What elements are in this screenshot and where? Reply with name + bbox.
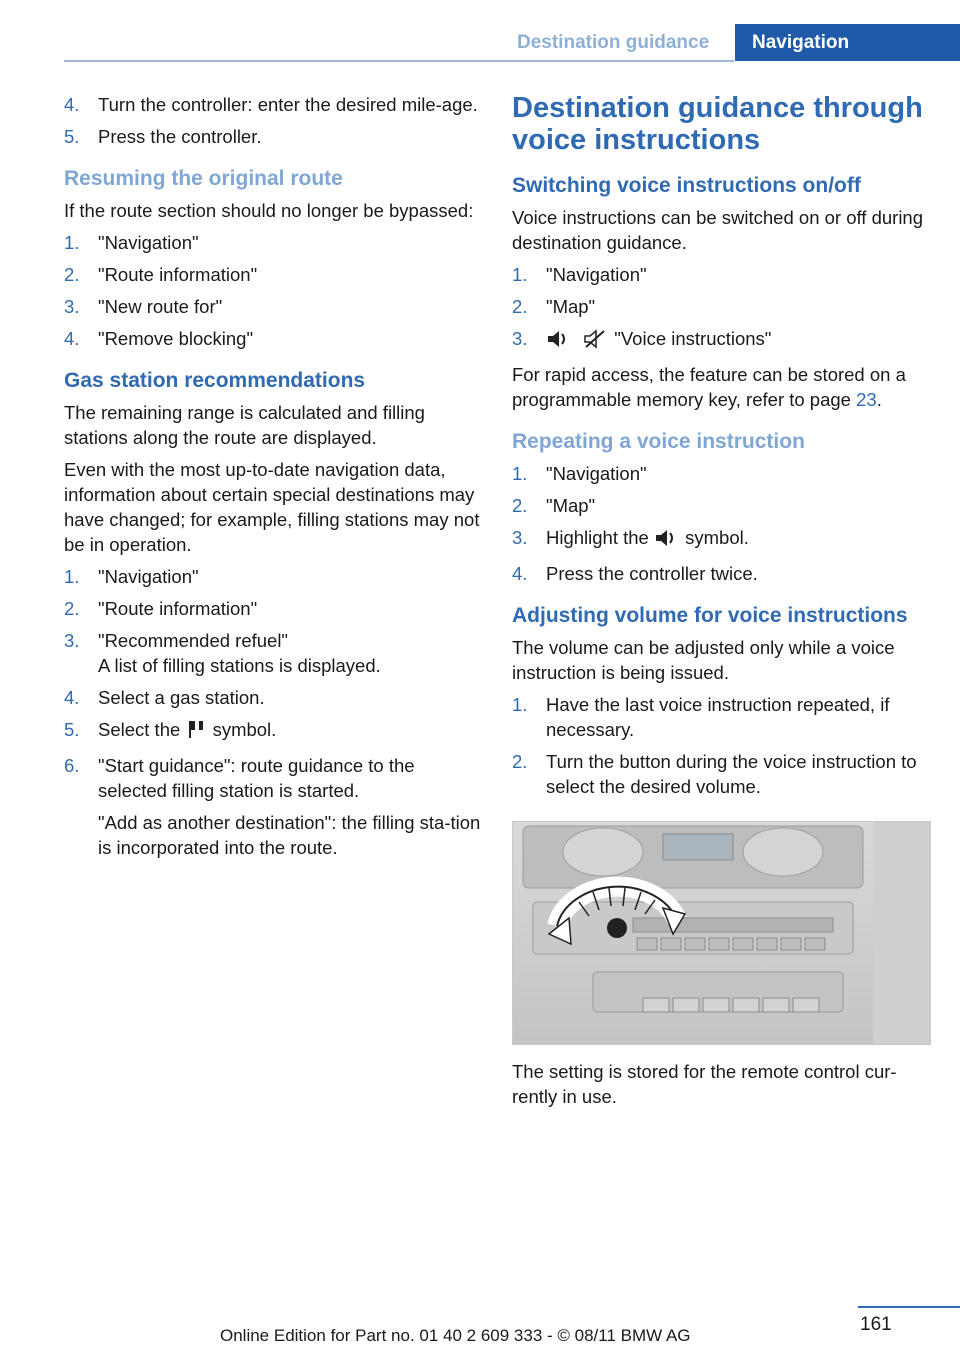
adjust-volume-steps [512,692,932,799]
resume-route-heading: Resuming the original route [64,167,343,190]
list-item: 1. "Navigation" [64,566,199,587]
list-item: 5. Press the controller. [64,126,262,147]
page-number: 161 [860,1314,892,1335]
list-item: 6. "Start guidance": route guidance to the selected filling station is started. "Add as another destination": the filling sta-tion is incorporated into the route. [64,755,481,858]
header-rule [64,60,734,62]
list-item: 3. Highlight the symbol. [512,525,932,554]
setting-stored-text: The setting is stored for the remote control cur-rently in use. [512,1061,897,1107]
list-item: 1. "Navigation" [512,264,647,285]
header-section-title: Destination guidance [517,32,710,53]
volume-knob-photo [512,821,931,1045]
list-item: 5. Select the symbol. [64,717,484,746]
list-item: 3. "Voice instructions" [512,326,932,355]
gas-station-text-1: The remaining range is calculated and filling stations along the route are displayed. [64,402,425,448]
resume-route-text: If the route section should no longer be bypassed: [64,200,474,221]
switch-voice-heading: Switching voice instructions on/off [512,174,861,197]
gas-station-text-2: Even with the most up-to-date navigation data, information about certain special destinations may have changed; for example, filling stations may not be in operation. [64,459,480,555]
right-column [512,92,932,1116]
list-item: 4. Select a gas station. [64,687,265,708]
console-illustration [513,822,930,1044]
list-item: 3. "New route for" [64,296,223,317]
list-item: 2. "Map" [512,495,596,516]
main-heading: Destination guidance through voice instructions [512,92,923,156]
list-item: 1. "Navigation" [64,232,199,253]
list-item: 1. Have the last voice instruction repeated, if necessary. [512,694,890,740]
list-item: 2. "Route information" [64,598,258,619]
repeat-voice-heading: Repeating a voice instruction [512,430,805,453]
switch-voice-text: Voice instructions can be switched on or off during destination guidance. [512,207,924,253]
destination-flag-icon [185,718,207,746]
speaker-off-icon [583,329,609,355]
list-item: 2. Turn the button during the voice instruction to select the desired volume. [512,751,917,797]
list-item: 4. Press the controller twice. [512,563,758,584]
list-item: 4. Turn the controller: enter the desired mile-age. [64,94,478,115]
list-item: 4. "Remove blocking" [64,328,254,349]
adjust-volume-heading: Adjusting volume for voice instructions [512,604,908,627]
edition-footer: Online Edition for Part no. 01 40 2 609 333 - © 08/11 BMW AG [220,1326,691,1345]
list-item: 3. "Recommended refuel" A list of filling stations is displayed. [64,630,381,676]
gas-station-steps [64,564,484,860]
adjust-volume-text: The volume can be adjusted only while a voice instruction is being issued. [512,637,895,683]
rapid-access-text: For rapid access, the feature can be stored on a programmable memory key, refer to page 23. [512,364,906,410]
list-item: 2. "Route information" [64,264,258,285]
repeat-voice-steps [512,461,932,586]
intro-steps [64,92,484,149]
footer-rule [858,1306,960,1308]
list-item: 2. "Map" [512,296,596,317]
page-reference-link[interactable]: 23 [856,389,877,410]
list-item: 1. "Navigation" [512,463,647,484]
gas-station-heading: Gas station recommendations [64,369,366,392]
switch-voice-steps [512,262,932,355]
speaker-icon [654,528,680,554]
left-column [64,92,484,867]
header-chapter-tab: Navigation [735,24,960,61]
speaker-on-icon [546,329,572,355]
resume-route-steps [64,230,484,351]
